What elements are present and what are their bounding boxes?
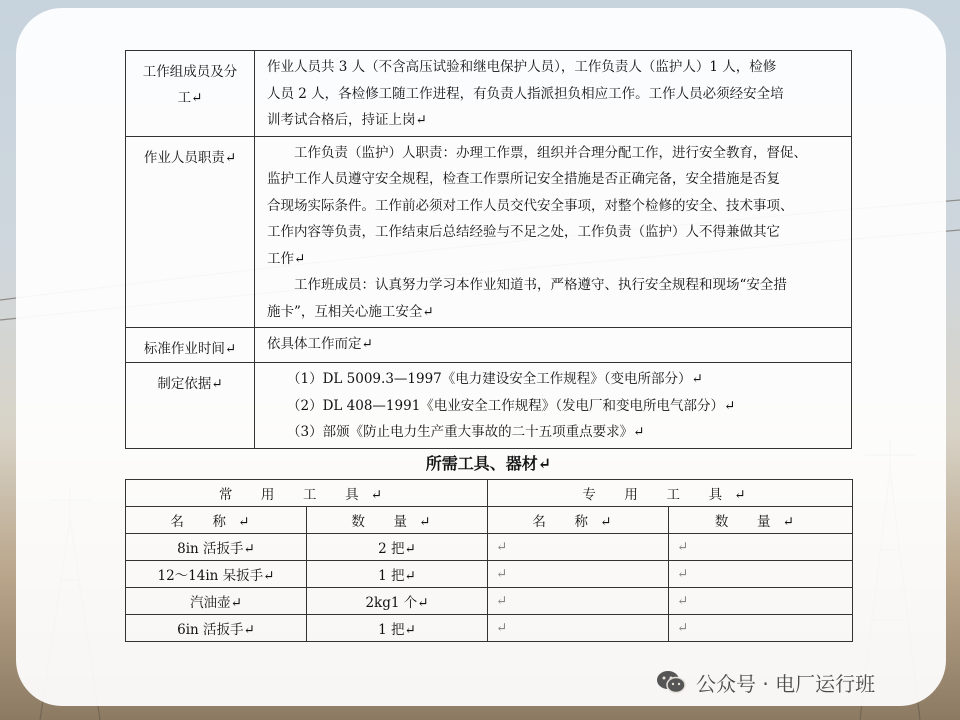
- wechat-icon: [656, 669, 686, 695]
- value-line: 依具体工作而定↵: [267, 336, 373, 352]
- info-row-value: [255, 51, 852, 137]
- info-row-value: [255, 136, 852, 328]
- tool-name-cell: ↵: [488, 587, 669, 614]
- info-row-label: [126, 328, 255, 363]
- tools-row: [126, 533, 853, 560]
- value-line: 训考试合格后，持证上岗↵: [267, 112, 427, 128]
- label-line: 标准作业时间↵: [143, 341, 237, 357]
- value-line: 合现场实际条件。工作前必须对工作人员交代安全事项，对整个检修的安全、技术事项、: [267, 197, 794, 214]
- tools-group-header-row: [126, 479, 853, 506]
- tool-quantity-cell: ↵: [669, 533, 853, 560]
- info-row-label: [126, 363, 255, 449]
- value-line: 工作内容等负责，工作结束后总结经验与不足之处，工作负责（监护）人不得兼做其它: [267, 224, 780, 240]
- col-header-name: 名 称↵: [488, 506, 669, 533]
- info-row-value: [255, 328, 852, 363]
- tool-name-cell: 8in 活扳手↵: [126, 533, 307, 560]
- common-tools-header: 常 用 工 具↵: [126, 479, 488, 506]
- value-line: （1）DL 5009.3—1997《电力建设安全工作规程》（变电所部分）↵: [287, 371, 703, 387]
- tool-quantity-cell: 2 把↵: [307, 533, 488, 560]
- col-header-quantity: 数 量↵: [307, 506, 488, 533]
- label-line: 工↵: [177, 90, 203, 106]
- tool-name-cell: 6in 活扳手↵: [126, 614, 307, 641]
- info-row-label: [126, 136, 255, 328]
- col-header-quantity: 数 量↵: [669, 506, 853, 533]
- tools-row: [126, 560, 853, 587]
- special-tools-header: 专 用 工 具↵: [488, 479, 853, 506]
- tool-name-cell: ↵: [488, 533, 669, 560]
- info-row-value: [255, 363, 852, 449]
- info-row: [126, 328, 852, 363]
- tool-quantity-cell: 2kg1 个↵: [307, 587, 488, 614]
- value-line: 工作负责（监护）人职责：办理工作票，组织并合理分配工作，进行安全教育，督促、: [294, 144, 807, 161]
- value-line: 施卡”，互相关心施工安全↵: [267, 303, 434, 320]
- tool-quantity-cell: ↵: [669, 560, 853, 587]
- info-row-label: [126, 51, 255, 137]
- label-line: 作业人员职责↵: [143, 149, 237, 166]
- tool-name-cell: ↵: [488, 614, 669, 641]
- value-line: 工作班成员：认真努力学习本作业知道书，严格遵守、执行安全规程和现场“安全措: [294, 277, 787, 293]
- tool-quantity-cell: ↵: [669, 587, 853, 614]
- tool-quantity-cell: ↵: [669, 614, 853, 641]
- value-line: （3）部颁《防止电力生产重大事故的二十五项重点要求》↵: [287, 424, 645, 440]
- tool-quantity-cell: 1 把↵: [307, 614, 488, 641]
- tools-row: [126, 614, 853, 641]
- tools-row: [126, 587, 853, 614]
- info-table: [125, 50, 852, 449]
- tools-column-header-row: [126, 506, 853, 533]
- tool-name-cell: 汽油壶↵: [126, 587, 307, 614]
- tool-name-cell: 12～14in 呆扳手↵: [126, 560, 307, 587]
- document-page: [125, 50, 852, 642]
- tool-quantity-cell: 1 把↵: [307, 560, 488, 587]
- watermark-text: 公众号 · 电厂运行班: [696, 671, 876, 696]
- value-line: 作业人员共 3 人（不含高压试验和继电保护人员），工作负责人（监护人）1 人，检修: [267, 59, 777, 75]
- tool-name-cell: ↵: [488, 560, 669, 587]
- col-header-name: 名 称↵: [126, 506, 307, 533]
- info-row: [126, 136, 852, 328]
- watermark: [656, 666, 875, 698]
- label-line: 工作组成员及分: [142, 64, 238, 80]
- value-line: 工作↵: [267, 250, 306, 267]
- tools-section-title: 所需工具、器材↵: [425, 453, 552, 473]
- info-row: [126, 51, 852, 137]
- label-line: 制定依据↵: [157, 376, 223, 392]
- value-line: （2）DL 408—1991《电业安全工作规程》（发电厂和变电所电气部分）↵: [287, 397, 736, 414]
- value-line: 监护工作人员遵守安全规程，检查工作票所记安全措施是否正确完备，安全措施是否复: [267, 171, 780, 187]
- info-row: [126, 363, 852, 449]
- tools-table: [125, 479, 853, 642]
- value-line: 人员 2 人，各检修工随工作进程，有负责人指派担负相应工作。工作人员必须经安全培: [267, 85, 784, 102]
